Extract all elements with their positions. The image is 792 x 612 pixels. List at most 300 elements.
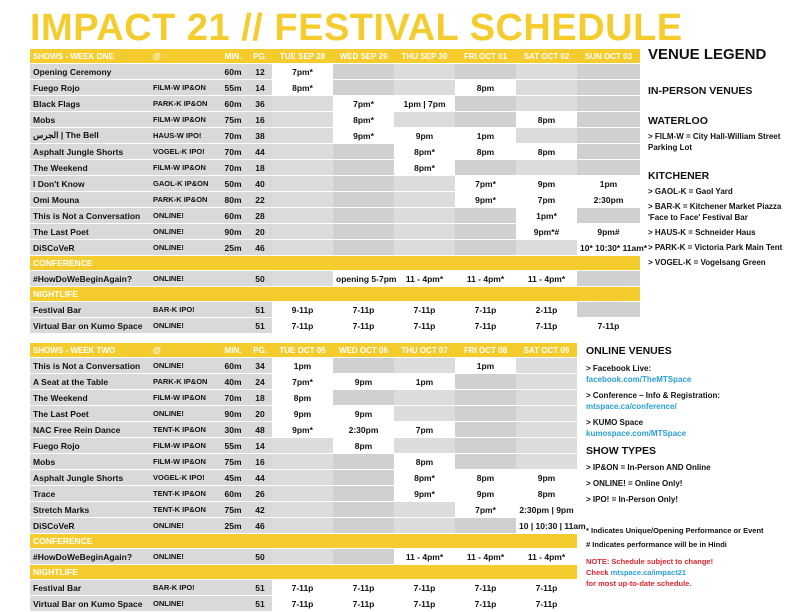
schedule-row [30,454,577,470]
duration: 70m [218,390,248,406]
show-name: NAC Free Rein Dance [30,422,150,438]
page-title: IMPACT 21 // FESTIVAL SCHEDULE [30,7,683,49]
showtime-cell [516,390,577,406]
showtime-cell [394,224,455,240]
page-number: 42 [248,502,272,518]
duration: 60m [218,208,248,224]
show-name: Mobs [30,454,150,470]
legend-item-gaol-k: > GAOL-K = Gaol Yard [648,187,733,196]
showtime-cell [455,208,516,224]
showtime-cell [333,224,394,240]
showtime-cell [272,160,333,176]
duration: 75m [218,502,248,518]
schedule-week-two [30,343,586,612]
show-name: Asphalt Jungle Shorts [30,144,150,160]
showtime-cell: 2:30pm [333,422,394,438]
showtime-cell [577,112,640,128]
column-header: FRI OCT 01 [455,49,516,64]
schedule-row [30,318,640,334]
schedule-row [30,390,577,406]
showtime-cell: 1pm [272,358,333,374]
showtime-cell [516,128,577,144]
schedule-row [30,470,577,486]
kumo-label: > KUMO Space [586,418,644,427]
showtime-cell: 8pm* [333,112,394,128]
showtime-cell: 9pm [272,406,333,422]
alert-note: NOTE: Schedule subject to change! [586,557,714,566]
showtime-cell: 8pm [516,144,577,160]
page-number: 16 [248,112,272,128]
showtime-cell: 10* 10:30* 11am* [577,240,640,256]
showtime-cell: 7pm* [272,64,333,80]
show-types-heading: SHOW TYPES [586,445,657,457]
page-number: 44 [248,144,272,160]
showtime-cell: 8pm* [394,144,455,160]
showtime-cell: 7-11p [516,596,577,612]
column-header: SHOWS - WEEK TWO [30,343,150,358]
duration: 55m [218,438,248,454]
schedule-row [30,549,577,565]
showtime-cell [516,96,577,112]
showtime-cell [455,454,516,470]
showtime-cell [455,438,516,454]
showtime-cell: 11 - 4pm* [455,271,516,287]
column-header: MIN. [218,49,248,64]
venue-code: ONLINE! [150,224,218,240]
duration: 60m [218,358,248,374]
schedule-row [30,502,577,518]
venue-code: PARK-K IP&ON [150,192,218,208]
show-name: Virtual Bar on Kumo Space [30,318,150,334]
duration [218,596,248,612]
showtime-cell [333,160,394,176]
showtime-cell: 8pm [516,486,577,502]
page-number: 48 [248,422,272,438]
showtime-cell [455,374,516,390]
online-legend [586,344,790,589]
showtime-cell [577,208,640,224]
schedule-row [30,160,640,176]
showtime-cell: 7pm* [455,502,516,518]
page-number: 40 [248,176,272,192]
section-header: CONFERENCE [30,534,577,549]
showtime-cell [333,240,394,256]
showtime-cell [272,208,333,224]
showtime-cell: 1pm [455,358,516,374]
show-name: Asphalt Jungle Shorts [30,470,150,486]
showtime-cell [272,144,333,160]
showtime-cell: 10 | 10:30 | 11am [516,518,577,534]
showtime-cell: 1pm [455,128,516,144]
venue-code: VOGEL-K IPO! [150,470,218,486]
showtime-cell: 9pm* [272,422,333,438]
showtime-cell: 9pm [333,374,394,390]
showtime-cell: 9pm [455,486,516,502]
show-name: This is Not a Conversation [30,358,150,374]
schedule-row [30,422,577,438]
page-number: 26 [248,486,272,502]
showtime-cell: 11 - 4pm* [394,271,455,287]
show-name: Opening Ceremony [30,64,150,80]
showtime-cell [394,240,455,256]
show-name: Festival Bar [30,580,150,596]
showtime-cell: 8pm [516,112,577,128]
show-name: #HowDoWeBeginAgain? [30,549,150,565]
section-header: CONFERENCE [30,256,640,271]
showtime-cell: 8pm [394,454,455,470]
duration [218,318,248,334]
show-name: Virtual Bar on Kumo Space [30,596,150,612]
showtime-cell [394,112,455,128]
showtime-cell [333,358,394,374]
column-header: SAT OCT 02 [516,49,577,64]
venue-code: ONLINE! [150,271,218,287]
showtime-cell [272,240,333,256]
legend-item-vogel-k: > VOGEL-K = Vogelsang Green [648,258,766,267]
column-header: TUE OCT 05 [272,343,333,358]
show-name: Fuego Rojo [30,438,150,454]
showtime-cell [577,302,640,318]
venue-code: ONLINE! [150,318,218,334]
schedule-row [30,580,577,596]
showtime-cell [272,271,333,287]
showtime-cell: 7pm [394,422,455,438]
showtime-cell [455,160,516,176]
venue-code: VOGEL-K IPO! [150,144,218,160]
schedule-row [30,64,640,80]
page-number: 20 [248,406,272,422]
showtime-cell [333,454,394,470]
showtime-cell [455,224,516,240]
showtime-cell: 9pm*# [516,224,577,240]
venue-code: FILM-W IP&ON [150,160,218,176]
facebook-label: > Facebook Live: [586,364,652,373]
schedule-row [30,271,640,287]
column-header: TUE SEP 28 [272,49,333,64]
duration: 90m [218,406,248,422]
show-name: This is Not a Conversation [30,208,150,224]
showtime-cell [394,80,455,96]
facebook-link[interactable]: facebook.com/TheMTSpace [586,375,692,384]
showtime-cell: 7-11p [272,596,333,612]
page-number: 14 [248,438,272,454]
venue-code: FILM-W IP&ON [150,80,218,96]
page-number: 50 [248,549,272,565]
showtime-cell: 9pm* [455,192,516,208]
show-name: The Weekend [30,390,150,406]
show-name: DiSCoVeR [30,518,150,534]
showtime-cell [272,438,333,454]
showtime-cell [394,208,455,224]
showtime-cell: 7pm* [272,374,333,390]
showtime-cell: 7pm* [333,96,394,112]
schedule-row [30,112,640,128]
venue-code: ONLINE! [150,518,218,534]
column-header: WED OCT 06 [333,343,394,358]
waterloo-heading: WATERLOO [648,115,708,127]
showtime-cell [272,128,333,144]
showtime-cell [333,486,394,502]
column-header: MIN. [218,343,248,358]
showtime-cell: 7-11p [394,318,455,334]
duration: 25m [218,240,248,256]
duration: 60m [218,486,248,502]
schedule-row [30,406,577,422]
showtime-cell [272,549,333,565]
showtime-cell [333,518,394,534]
page-number: 46 [248,240,272,256]
venue-code: PARK-K IP&ON [150,374,218,390]
showtime-cell: 7-11p [333,302,394,318]
venue-code: ONLINE! [150,549,218,565]
showtime-cell [272,454,333,470]
show-name: The Last Poet [30,406,150,422]
showtime-cell [455,518,516,534]
showtime-cell [333,80,394,96]
showtime-cell [577,144,640,160]
show-name: الجرس | The Bell [30,128,150,144]
showtime-cell [516,358,577,374]
venue-code: PARK-K IP&ON [150,96,218,112]
duration: 25m [218,518,248,534]
duration: 55m [218,80,248,96]
venue-code: ONLINE! [150,358,218,374]
venue-code: FILM-W IP&ON [150,112,218,128]
schedule-row [30,302,640,318]
showtime-cell: 8pm* [272,80,333,96]
duration: 70m [218,128,248,144]
showtime-cell: 8pm [455,470,516,486]
showtime-cell [455,112,516,128]
show-name: Festival Bar [30,302,150,318]
schedule-row [30,208,640,224]
showtime-cell [333,390,394,406]
showtime-cell: 7pm [516,192,577,208]
showtime-cell: 9pm# [577,224,640,240]
showtime-cell: 7-11p [577,318,640,334]
showtime-cell [272,502,333,518]
schedule-row [30,518,577,534]
schedule-row [30,192,640,208]
showtime-cell: 11 - 4pm* [455,549,516,565]
page-number: 18 [248,390,272,406]
showtime-cell [516,422,577,438]
showtime-cell [333,208,394,224]
schedule-row [30,596,577,612]
schedule-row [30,144,640,160]
venue-code: GAOL-K IP&ON [150,176,218,192]
showtime-cell: 9pm [333,406,394,422]
column-header: @ [150,49,218,64]
showtime-cell: 8pm [455,80,516,96]
page-number: 24 [248,374,272,390]
schedule-week-one [30,49,648,334]
showtime-cell: 2:30pm [577,192,640,208]
showtime-cell: 11 - 4pm* [516,549,577,565]
showtime-cell: 2:30pm | 9pm [516,502,577,518]
show-name: Stretch Marks [30,502,150,518]
venue-code: ONLINE! [150,596,218,612]
page-number: 22 [248,192,272,208]
showtime-cell: 7-11p [455,302,516,318]
showtime-cell: 7-11p [455,318,516,334]
duration [218,580,248,596]
showtime-cell: 9pm* [333,128,394,144]
kitchener-heading: KITCHENER [648,170,710,182]
venue-code: ONLINE! [150,240,218,256]
schedule-row [30,438,577,454]
showtime-cell [455,406,516,422]
show-name: Trace [30,486,150,502]
showtime-cell [272,112,333,128]
showtime-cell [516,80,577,96]
show-name: The Last Poet [30,224,150,240]
duration: 70m [218,160,248,176]
page-number: 51 [248,302,272,318]
showtime-cell [516,64,577,80]
showtime-cell [455,390,516,406]
showtime-cell [394,64,455,80]
legend-item-park-k: > PARK-K = Victoria Park Main Tent [648,243,783,252]
page-number: 38 [248,128,272,144]
showtime-cell [394,406,455,422]
venue-code: TENT-K IP&ON [150,502,218,518]
showtime-cell [394,390,455,406]
showtime-cell [272,96,333,112]
showtime-cell [394,438,455,454]
show-name: A Seat at the Table [30,374,150,390]
show-name: I Don't Know [30,176,150,192]
showtime-cell: 11 - 4pm* [516,271,577,287]
showtime-cell: 1pm [394,374,455,390]
showtime-cell: 9pm* [394,486,455,502]
show-type-ipo: > IPO! = In-Person Only! [586,495,679,504]
showtime-cell [272,224,333,240]
venue-code: FILM-W IP&ON [150,438,218,454]
showtime-cell [394,358,455,374]
legend-item-bar-k: > BAR-K = Kitchener Market Piazza 'Face to Face' Festival Bar [648,202,782,222]
showtime-cell: 7-11p [272,318,333,334]
show-name: Mobs [30,112,150,128]
section-header: NIGHTLIFE [30,287,640,302]
showtime-cell: 1pm* [516,208,577,224]
showtime-cell [272,518,333,534]
duration [218,302,248,318]
showtime-cell [455,96,516,112]
online-venues-heading: ONLINE VENUES [586,345,672,357]
section-header: NIGHTLIFE [30,565,577,580]
page-number: 51 [248,318,272,334]
showtime-cell: 9pm [516,176,577,192]
duration: 60m [218,64,248,80]
page-number: 14 [248,80,272,96]
page-number: 51 [248,580,272,596]
duration: 75m [218,112,248,128]
showtime-cell: 8pm [333,438,394,454]
showtime-cell [333,176,394,192]
showtime-cell [577,96,640,112]
page-number: 16 [248,454,272,470]
showtime-cell: 8pm* [394,470,455,486]
showtime-cell [394,176,455,192]
showtime-cell [516,374,577,390]
note-unique: * Indicates Unique/Opening Performance or Event [586,526,764,535]
venue-code: ONLINE! [150,208,218,224]
showtime-cell [516,240,577,256]
column-header: SAT OCT 09 [516,343,577,358]
venue-legend [648,46,788,268]
showtime-cell: 8pm* [394,160,455,176]
showtime-cell: 7-11p [516,318,577,334]
showtime-cell: 7pm* [455,176,516,192]
show-type-online: > ONLINE! = Online Only! [586,479,683,488]
showtime-cell [394,518,455,534]
duration: 90m [218,224,248,240]
show-name: Black Flags [30,96,150,112]
schedule-row [30,224,640,240]
showtime-cell: 7-11p [394,302,455,318]
schedule-row [30,374,577,390]
showtime-cell [394,192,455,208]
schedule-row [30,240,640,256]
showtime-cell [272,176,333,192]
venue-code: FILM-W IP&ON [150,390,218,406]
showtime-cell [577,80,640,96]
showtime-cell [333,64,394,80]
schedule-row [30,128,640,144]
schedule-row [30,96,640,112]
showtime-cell [333,502,394,518]
duration: 70m [218,144,248,160]
page-number: 20 [248,224,272,240]
conference-link[interactable]: mtspace.ca/conference/ [586,402,677,411]
venue-code: HAUS-W IPO! [150,128,218,144]
column-header: @ [150,343,218,358]
column-header: SHOWS - WEEK ONE [30,49,150,64]
duration [218,549,248,565]
showtime-cell: 7-11p [394,580,455,596]
in-person-heading: IN-PERSON VENUES [648,85,753,97]
showtime-cell [333,549,394,565]
kumo-link[interactable]: kumospace.com/MTSpace [586,429,687,438]
showtime-cell [577,64,640,80]
schedule-row [30,176,640,192]
page-number: 18 [248,160,272,176]
schedule-row [30,486,577,502]
venue-code: FILM-W IP&ON [150,454,218,470]
showtime-cell [272,192,333,208]
showtime-cell [455,64,516,80]
check-prefix: Check [586,568,609,577]
showtime-cell [516,438,577,454]
showtime-cell: 7-11p [333,318,394,334]
page-number: 51 [248,596,272,612]
note-hindi: # Indicates performance will be in Hindi [586,540,727,549]
duration: 75m [218,454,248,470]
venue-code: BAR-K IPO! [150,302,218,318]
column-header: PG. [248,49,272,64]
impact21-link[interactable]: mtspace.ca/impact21 [610,568,687,577]
showtime-cell [333,192,394,208]
page-number: 12 [248,64,272,80]
page-number: 44 [248,470,272,486]
showtime-cell: 9pm [394,128,455,144]
venue-code: TENT-K IP&ON [150,422,218,438]
legend-title: VENUE LEGEND [648,46,767,63]
page-number: 50 [248,271,272,287]
show-name: DiSCoVeR [30,240,150,256]
venue-code: BAR-K IPO! [150,580,218,596]
